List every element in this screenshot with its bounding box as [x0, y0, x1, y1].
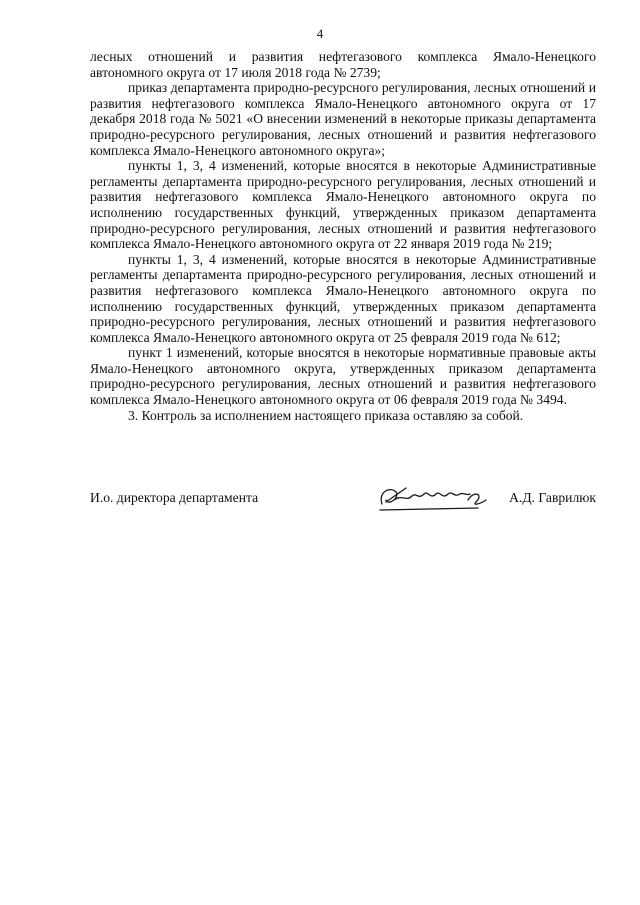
paragraph-order-219: пункты 1, 3, 4 изменений, которые вносятся в некоторые Административные регламенты департамента природно-ресурсного регулирования, лесных отношений и развития нефтегазового комплекса Ямало-Ненецкого автономного округа по исполнению государственных функций, утвержденных приказом департамента природно-ресурсного регулирования, лесных отношений и развития нефтегазового комплекса Ямало-Ненецкого автономного округа от 22 января 2019 года № 219; [90, 158, 596, 252]
paragraph-control: 3. Контроль за исполнением настоящего приказа оставляю за собой. [128, 407, 524, 423]
paragraph-order-5021: приказ департамента природно-ресурсного регулирования, лесных отношений и развития нефтегазового комплекса Ямало-Ненецкого автономного округа от 17 декабря 2018 года № 5021 «О внесении изменений в некоторые приказы департамента природно-ресурсного регулирования, лесных отношений и развития нефтегазового комплекса Ямало-Ненецкого автономного округа»; [90, 80, 596, 158]
signatory-name: А.Д. Гаврилюк [509, 490, 596, 505]
paragraph-continuation: лесных отношений и развития нефтегазового комплекса Ямало-Ненецкого автономного округа от 17 июля 2018 года № 2739; [90, 49, 596, 80]
signature-block [90, 484, 596, 524]
paragraph-order-3494: пункт 1 изменений, которые вносятся в некоторые нормативные правовые акты Ямало-Ненецкого автономного округа, утвержденных приказом департамента природно-ресурсного регулирования, лесных отношений и развития нефтегазового комплекса Ямало-Ненецкого автономного округа от 06 февраля 2019 года № 3494. [90, 345, 596, 408]
document-body [90, 49, 596, 423]
signatory-position: И.о. директора департамента [90, 490, 259, 505]
handwritten-signature [376, 482, 488, 516]
page-number: 4 [316, 26, 324, 41]
paragraph-order-612: пункты 1, 3, 4 изменений, которые вносятся в некоторые Административные регламенты департамента природно-ресурсного регулирования, лесных отношений и развития нефтегазового комплекса Ямало-Ненецкого автономного округа по исполнению государственных функций, утвержденных приказом департамента природно-ресурсного регулирования, лесных отношений и развития нефтегазового комплекса Ямало-Ненецкого автономного округа от 25 февраля 2019 года № 612; [90, 251, 596, 345]
